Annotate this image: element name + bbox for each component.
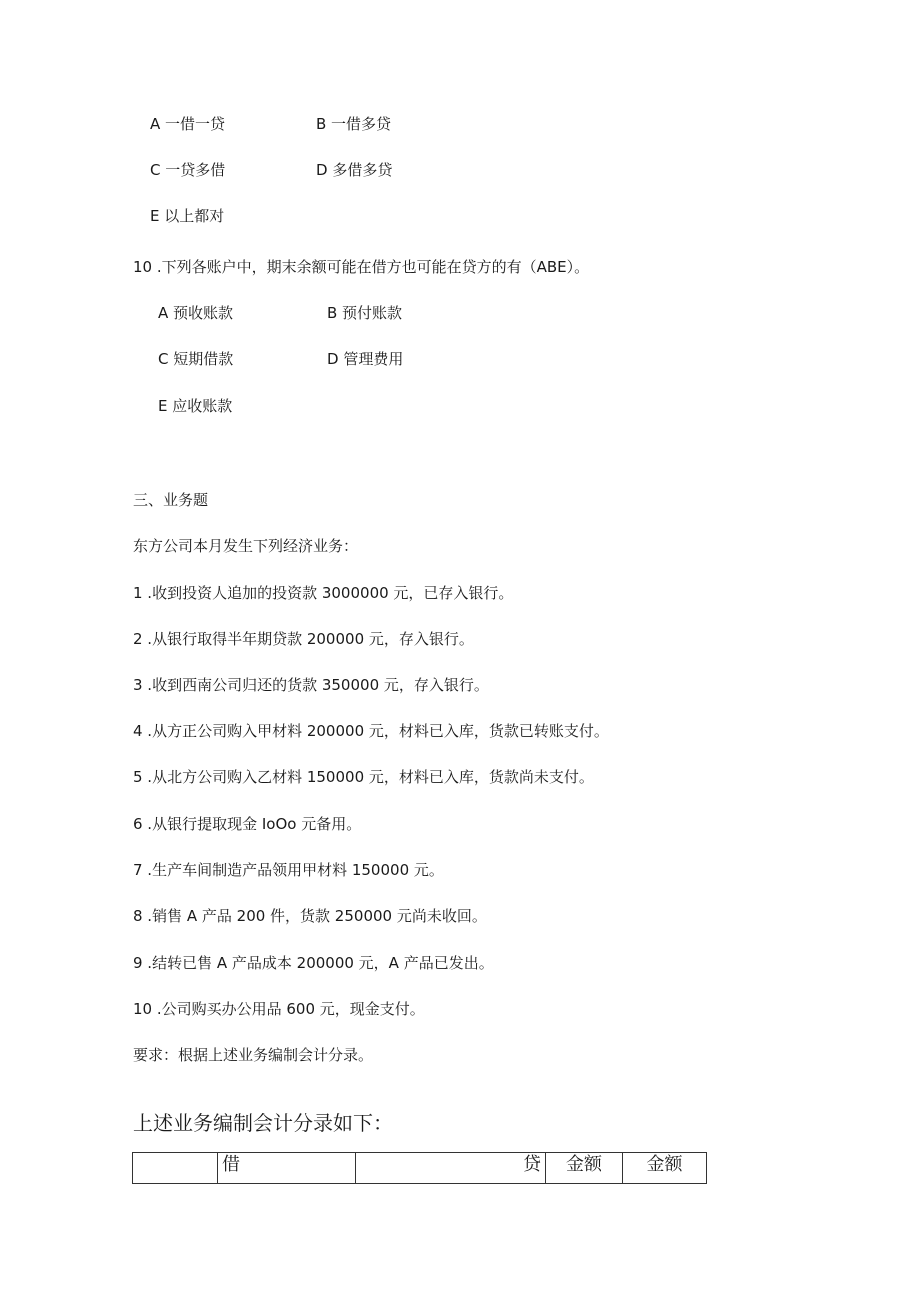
q10-option-b: B 预付账款 (327, 304, 403, 322)
table-header-row (133, 1153, 707, 1184)
business-item: 6 .从银行提取现金 IoOo 元备用。 (133, 815, 362, 833)
business-item: 2 .从银行取得半年期贷款 200000 元，存入银行。 (133, 630, 474, 648)
journal-heading: 上述业务编制会计分录如下： (133, 1111, 393, 1135)
section-intro: 东方公司本月发生下列经济业务： (133, 537, 359, 555)
q9-option-c: C 一贷多借 (150, 161, 226, 179)
q10-option-c: C 短期借款 (158, 350, 234, 368)
requirement-text: 要求：根据上述业务编制会计分录。 (133, 1046, 374, 1064)
q9-option-b: B 一借多贷 (316, 115, 392, 133)
amount-header: 金额 (623, 1153, 707, 1184)
business-item: 8 .销售 A 产品 200 件，货款 250000 元尚未收回。 (133, 907, 487, 925)
debit-header: 借 (218, 1153, 356, 1184)
business-item: 7 .生产车间制造产品领用甲材料 150000 元。 (133, 861, 444, 879)
business-item: 9 .结转已售 A 产品成本 200000 元，A 产品已发出。 (133, 954, 494, 972)
q9-option-e: E 以上都对 (150, 207, 225, 225)
business-item: 1 .收到投资人追加的投资款 3000000 元，已存入银行。 (133, 584, 514, 602)
q10-option-a: A 预收账款 (158, 304, 234, 322)
business-item: 5 .从北方公司购入乙材料 150000 元，材料已入库，货款尚未支付。 (133, 768, 594, 786)
q10-option-d: D 管理费用 (327, 350, 404, 368)
q9-option-a: A 一借一贷 (150, 115, 226, 133)
table-header-cell (133, 1153, 218, 1184)
q10-option-e: E 应收账款 (158, 397, 233, 415)
q9-option-d: D 多借多贷 (316, 161, 393, 179)
business-item: 3 .收到西南公司归还的货款 350000 元，存入银行。 (133, 676, 489, 694)
credit-header: 贷 (356, 1153, 546, 1184)
business-item: 4 .从方正公司购入甲材料 200000 元，材料已入库，货款已转账支付。 (133, 722, 609, 740)
q10-question: 10 .下列各账户中，期末余额可能在借方也可能在贷方的有（ABE）。 (133, 258, 590, 276)
business-item: 10 .公司购买办公用品 600 元，现金支付。 (133, 1000, 425, 1018)
journal-table (132, 1152, 707, 1184)
section-heading: 三、业务题 (133, 491, 209, 509)
amount-header: 金额 (546, 1153, 623, 1184)
